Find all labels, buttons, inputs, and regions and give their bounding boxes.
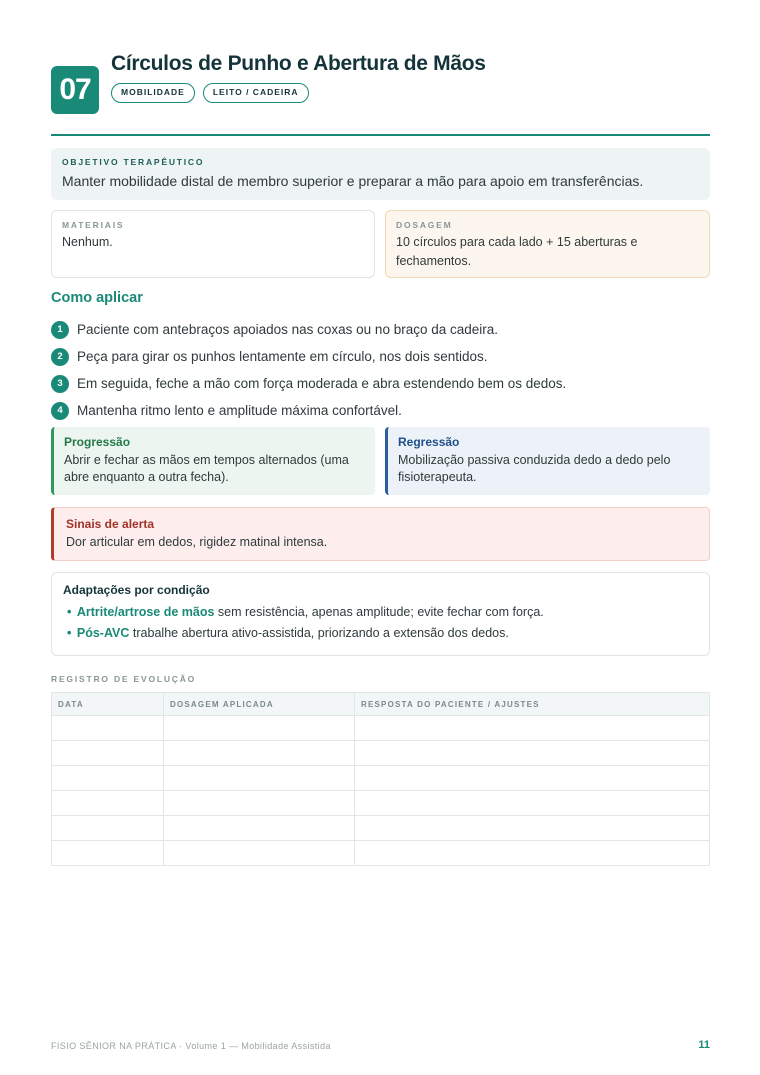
alert-title: Sinais de alerta	[66, 517, 155, 531]
footer-text: FISIO SÊNIOR NA PRÁTICA · Volume 1 — Mobilidade Assistida	[51, 1041, 331, 1051]
table-cell[interactable]	[164, 741, 355, 766]
table-cell[interactable]	[355, 816, 710, 841]
condition-text: sem resistência, apenas amplitude; evite fechar com força.	[217, 605, 544, 619]
adaptations-title: Adaptações por condição	[63, 583, 210, 597]
table-row	[52, 816, 710, 841]
table-cell[interactable]	[52, 716, 164, 741]
column-header-date: DATA	[52, 693, 164, 716]
table-cell[interactable]	[164, 791, 355, 816]
column-header-dosage: DOSAGEM APLICADA	[164, 693, 355, 716]
step-number: 4	[51, 402, 69, 420]
table-row	[52, 766, 710, 791]
list-item	[51, 343, 711, 370]
how-to-title: Como aplicar	[51, 290, 143, 306]
tag-list	[111, 83, 309, 103]
bullet-icon: •	[67, 605, 72, 619]
objective-label: OBJETIVO TERAPÊUTICO	[62, 157, 205, 167]
table-cell[interactable]	[164, 766, 355, 791]
step-text: Peça para girar os punhos lentamente em círculo, nos dois sentidos.	[77, 349, 488, 364]
regression-title: Regressão	[398, 435, 460, 449]
table-cell[interactable]	[164, 841, 355, 866]
list-item	[67, 602, 698, 623]
exercise-header	[51, 52, 711, 116]
step-number: 1	[51, 321, 69, 339]
alert-box	[51, 507, 710, 561]
table-row	[52, 716, 710, 741]
list-item	[51, 316, 711, 343]
condition-name: Pós-AVC	[76, 626, 130, 640]
materials-text: Nenhum.	[62, 235, 113, 249]
table-cell[interactable]	[52, 816, 164, 841]
table-cell[interactable]	[52, 766, 164, 791]
progression-title: Progressão	[64, 435, 131, 449]
evolution-log-table	[51, 692, 710, 866]
materials-box	[51, 210, 375, 278]
column-header-response: RESPOSTA DO PACIENTE / AJUSTES	[355, 693, 710, 716]
step-text: Em seguida, feche a mão com força moderada e abra estendendo bem os dedos.	[77, 376, 567, 391]
table-row	[52, 741, 710, 766]
materials-label: MATERIAIS	[62, 220, 125, 230]
adaptations-box	[51, 572, 710, 656]
step-number: 3	[51, 375, 69, 393]
page-number: 11	[698, 1039, 710, 1051]
dosage-text: 10 círculos para cada lado + 15 aberturas e fechamentos.	[396, 235, 638, 268]
step-number: 2	[51, 348, 69, 366]
list-item	[51, 370, 711, 397]
adaptations-list	[67, 602, 698, 644]
table-cell[interactable]	[355, 841, 710, 866]
condition-text: trabalhe abertura ativo-assistida, priorizando a extensão dos dedos.	[132, 626, 509, 640]
dosage-box	[385, 210, 710, 278]
table-cell[interactable]	[355, 716, 710, 741]
table-cell[interactable]	[52, 841, 164, 866]
tag-mobilidade: MOBILIDADE	[111, 83, 195, 103]
page-title: Círculos de Punho e Abertura de Mãos	[111, 52, 486, 75]
regression-text: Mobilização passiva conduzida dedo a dedo pelo fisioterapeuta.	[398, 453, 671, 484]
table-row	[52, 841, 710, 866]
progression-box	[51, 427, 375, 495]
table-cell[interactable]	[52, 741, 164, 766]
dosage-label: DOSAGEM	[396, 220, 453, 230]
objective-box	[51, 148, 710, 200]
bullet-icon: •	[67, 626, 72, 640]
objective-text: Manter mobilidade distal de membro superior e preparar a mão para apoio em transferências.	[62, 173, 644, 189]
alert-text: Dor articular em dedos, rigidez matinal intensa.	[66, 535, 328, 549]
list-item	[51, 397, 711, 424]
table-row	[52, 791, 710, 816]
exercise-number-badge: 07	[51, 66, 99, 114]
steps-list	[51, 316, 711, 424]
list-item	[67, 623, 698, 644]
step-text: Mantenha ritmo lento e amplitude máxima confortável.	[77, 403, 402, 418]
table-cell[interactable]	[355, 741, 710, 766]
table-cell[interactable]	[355, 766, 710, 791]
tag-leito-cadeira: LEITO / CADEIRA	[203, 83, 309, 103]
table-cell[interactable]	[164, 716, 355, 741]
progression-text: Abrir e fechar as mãos em tempos alternados (uma abre enquanto a outra fecha).	[64, 453, 349, 484]
regression-box	[385, 427, 710, 495]
table-cell[interactable]	[355, 791, 710, 816]
table-cell[interactable]	[164, 816, 355, 841]
log-title: REGISTRO DE EVOLUÇÃO	[51, 674, 197, 684]
header-divider	[51, 134, 710, 136]
condition-name: Artrite/artrose de mãos	[76, 605, 215, 619]
table-cell[interactable]	[52, 791, 164, 816]
step-text: Paciente com antebraços apoiados nas coxas ou no braço da cadeira.	[77, 322, 499, 337]
table-header-row	[52, 693, 710, 716]
